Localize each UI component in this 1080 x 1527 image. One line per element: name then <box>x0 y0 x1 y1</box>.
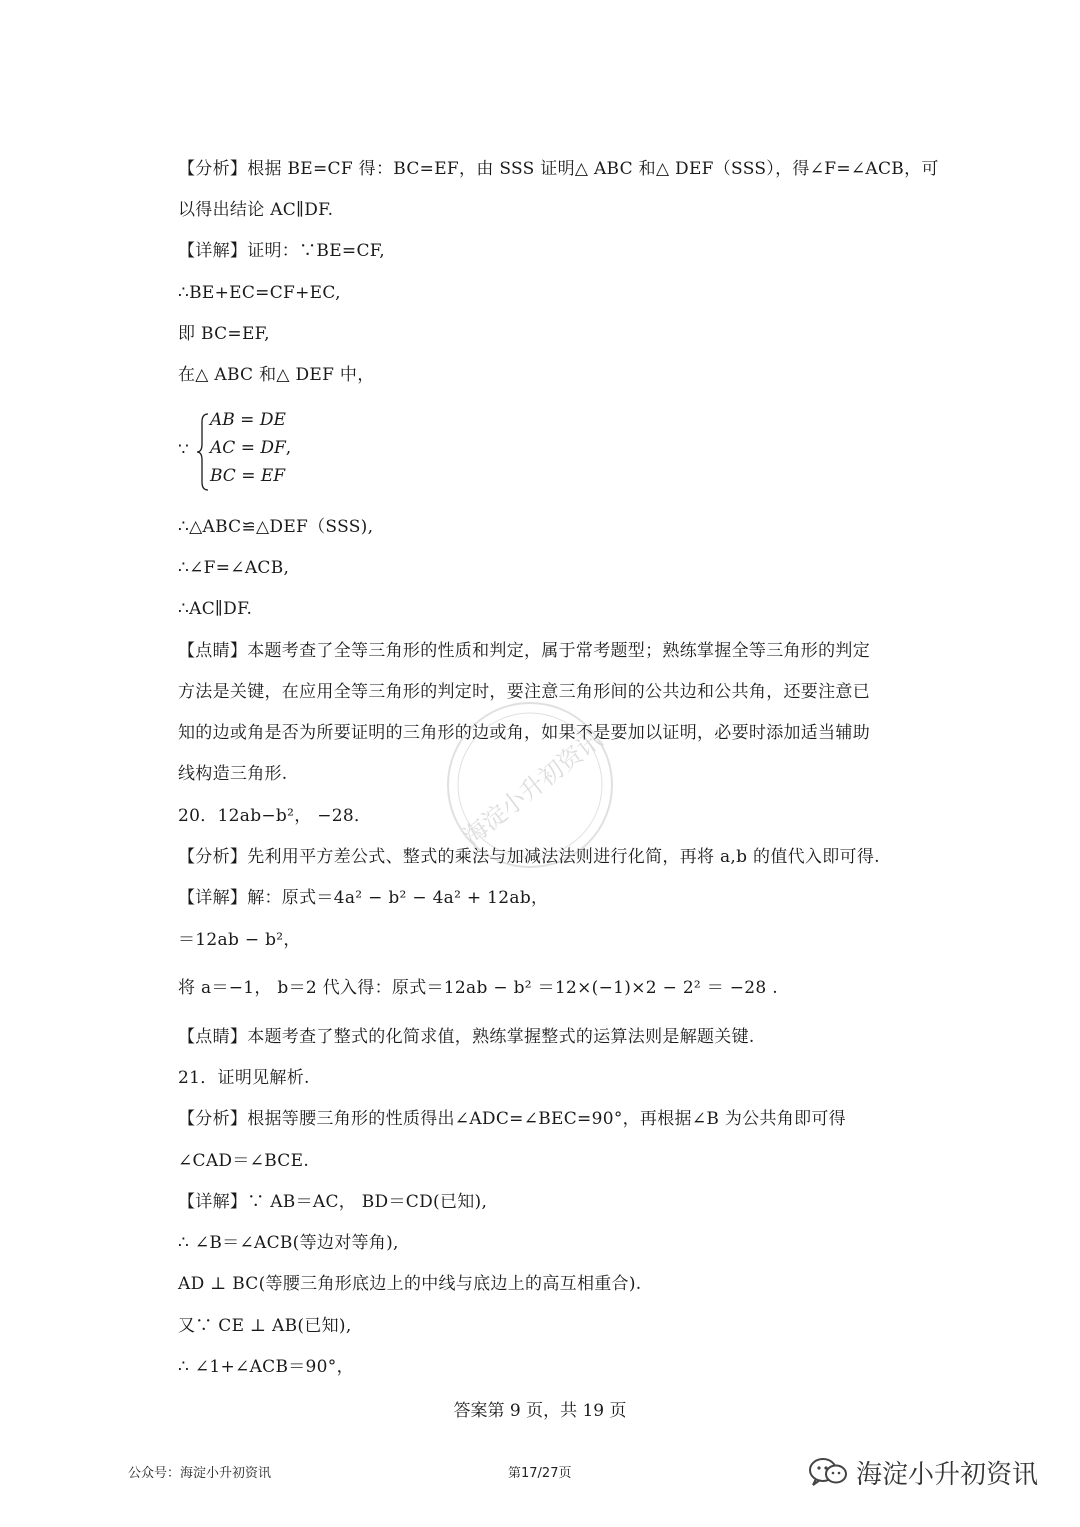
page-label: 答案第 9 页，共 19 页 <box>453 1401 627 1421</box>
text-line: ∴ ∠1+∠ACB＝90°， <box>178 1357 354 1377</box>
equation-3: BC = EF <box>210 466 286 486</box>
text-line: ＝12ab − b²， <box>178 930 301 950</box>
text-line: 【分析】根据等腰三角形的性质得出∠ADC=∠BEC=90°，再根据∠B 为公共角即可得 <box>178 1109 846 1129</box>
text-line: ∴BE+EC=CF+EC, <box>178 283 341 303</box>
text-line: 【分析】根据 BE=CF 得：BC=EF，由 SSS 证明△ ABC 和△ DEF（SSS），得∠F=∠ACB，可 <box>178 159 939 179</box>
equation-system <box>178 410 338 492</box>
brand-badge <box>808 1450 1038 1494</box>
text-line: AD ⊥ BC(等腰三角形底边上的中线与底边上的高互相重合). <box>178 1274 642 1294</box>
equation-2: AC = DF, <box>210 438 292 458</box>
left-brace-icon <box>196 412 210 492</box>
text-line: 【点睛】本题考查了全等三角形的性质和判定，属于常考题型；熟练掌握全等三角形的判定 <box>178 641 870 661</box>
text-line: 【详解】解：原式＝4a² − b² − 4a² + 12ab， <box>178 888 549 908</box>
text-line: 即 BC=EF, <box>178 324 270 344</box>
text-line: ∴△ABC≌△DEF（SSS), <box>178 517 374 537</box>
chat-bubbles-icon <box>808 1456 848 1488</box>
question-heading: 20．12ab−b²， −28． <box>178 806 372 826</box>
text-line: 【点睛】本题考查了整式的化简求值，熟练掌握整式的运算法则是解题关键. <box>178 1027 755 1047</box>
text-line: 知的边或角是否为所要证明的三角形的边或角，如果不是要加以证明，必要时添加适当辅助 <box>178 723 870 743</box>
text-line: 【详解】∵ AB＝AC， BD＝CD(已知), <box>178 1192 488 1212</box>
watermark-stamp <box>440 695 620 875</box>
page-index: 第17/27页 <box>508 1466 572 1481</box>
because-symbol: ∵ <box>178 440 189 460</box>
text-line: ∴ ∠B＝∠ACB(等边对等角), <box>178 1233 399 1253</box>
text-line: ∴AC∥DF. <box>178 599 253 619</box>
text-line: 线构造三角形. <box>178 764 288 784</box>
text-line: 又∵ CE ⊥ AB(已知), <box>178 1316 352 1336</box>
text-line: 将 a＝−1， b＝2 代入得：原式＝12ab − b² ＝12×(−1)×2 − 2² ＝ −28 . <box>178 978 778 998</box>
text-line: 在△ ABC 和△ DEF 中， <box>178 365 375 385</box>
text-line: 方法是关键，在应用全等三角形的判定时，要注意三角形间的公共边和公共角，还要注意已 <box>178 682 870 702</box>
brand-name: 海淀小升初资讯 <box>856 1459 1039 1490</box>
text-line: 以得出结论 AC∥DF. <box>178 200 334 220</box>
text-line: 【详解】证明：∵BE=CF, <box>178 241 385 261</box>
text-line: ∴∠F=∠ACB, <box>178 558 290 578</box>
question-heading: 21．证明见解析. <box>178 1068 310 1088</box>
equation-1: AB = DE <box>210 410 286 430</box>
account-label: 公众号：海淀小升初资讯 <box>128 1466 272 1481</box>
text-line: ∠CAD＝∠BCE. <box>178 1151 310 1171</box>
text-line: 【分析】先利用平方差公式、整式的乘法与加减法法则进行化简，再将 a,b 的值代入即可得. <box>178 847 880 867</box>
watermark-text: 海淀小升初资讯 <box>457 725 608 851</box>
